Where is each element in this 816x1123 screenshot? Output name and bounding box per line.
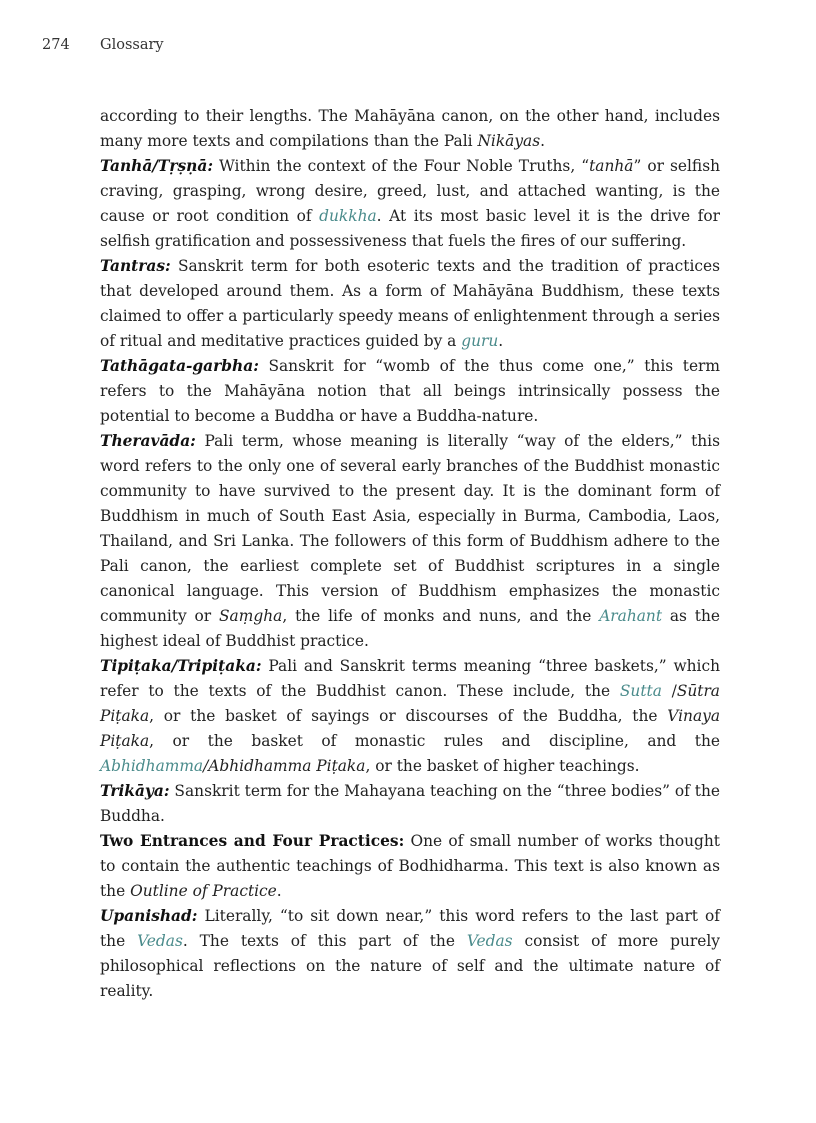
cross-reference-link[interactable]: Abhidhamma [100, 757, 204, 775]
glossary-body [100, 104, 720, 1004]
definition-text: Literally, “to sit down near,” this word refers to the last part of the [100, 907, 720, 950]
glossary-entry [100, 654, 720, 779]
glossary-term: Trikāya: [100, 782, 170, 800]
cross-reference-link[interactable]: dukkha [319, 207, 377, 225]
definition-text: ” or selfish craving, grasping, wrong desire, greed, lust, and attached wanting, is the cause or root condition of [100, 157, 721, 225]
definition-text: / [661, 682, 677, 700]
definition-text: , or the basket of monastic rules and discipline, and the [149, 732, 720, 750]
italic-term: Saṃgha [219, 607, 283, 625]
cross-reference-link[interactable]: Arahant [599, 607, 663, 625]
italic-term: Outline of Practice [130, 882, 277, 900]
running-header [42, 37, 164, 53]
definition-text: Pali and Sanskrit terms meaning “three baskets,” which refer to the texts of the Buddhist canon. These include, the [100, 657, 720, 700]
cross-reference-link[interactable]: Sutta [619, 682, 662, 700]
definition-text: , the life of monks and nuns, and the [282, 607, 600, 625]
definition-text: Sanskrit for “womb of the thus come one,” this term refers to the Mahāyāna notion that all beings intrinsically possess the potential to become a Buddha or have a Buddha-nature. [100, 357, 720, 425]
glossary-entry [100, 904, 720, 1004]
definition-text: One of small number of works thought to contain the authentic teachings of Bodhidharma. This text is also known as the [100, 832, 720, 900]
glossary-entry [100, 829, 720, 904]
definition-text: Sanskrit term for both esoteric texts and the tradition of practices that developed around them. As a form of Mahāyāna Buddhism, these texts claimed to offer a particularly speedy means of enlightenment through a series of ritual and meditative practices guided by a [100, 257, 720, 350]
definition-text: , or the basket of higher teachings. [365, 757, 640, 775]
definition-text: according to their lengths. The Mahāyāna canon, on the other hand, includes many more texts and compilations than the Pali [100, 107, 720, 150]
definition-text: . At its most basic level it is the drive for selfish gratification and possessiveness that fuels the fires of our suffering. [100, 207, 720, 250]
cross-reference-link[interactable]: guru [461, 332, 499, 350]
italic-term: Sūtra Piṭaka [100, 682, 720, 725]
italic-term: Nikāyas [477, 132, 541, 150]
cross-reference-link[interactable]: Vedas [466, 932, 513, 950]
definition-text: . [540, 132, 546, 150]
definition-text: . [498, 332, 504, 350]
glossary-entry [100, 154, 720, 254]
glossary-term: Tathāgata-garbha: [100, 357, 259, 375]
glossary-entry [100, 779, 720, 829]
glossary-term: Upanishad: [100, 907, 198, 925]
definition-text: . [276, 882, 282, 900]
definition-text: consist of more purely philosophical reflections on the nature of self and the ultimate nature of reality. [100, 932, 720, 1000]
glossary-entry [100, 104, 720, 154]
definition-text: Within the context of the Four Noble Truths, “ [213, 157, 590, 175]
glossary-term: Tipiṭaka/Tripiṭaka: [100, 657, 262, 675]
definition-text: Sanskrit term for the Mahayana teaching on the “three bodies” of the Buddha. [100, 782, 720, 825]
glossary-term: Two Entrances and Four Practices: [100, 832, 405, 850]
glossary-term: Tantras: [100, 257, 171, 275]
italic-term: tanhā [589, 157, 634, 175]
italic-term: /Abhidhamma Piṭaka [203, 757, 366, 775]
definition-text: , or the basket of sayings or discourses of the Buddha, the [149, 707, 668, 725]
definition-text: as the highest ideal of Buddhist practice. [100, 607, 720, 650]
glossary-entry [100, 429, 720, 654]
italic-term: Vinaya Piṭaka [100, 707, 720, 750]
glossary-term: Tanhā/Tṛṣṇā: [100, 157, 213, 175]
cross-reference-link[interactable]: Vedas [137, 932, 183, 950]
definition-text: . The texts of this part of the [182, 932, 467, 950]
glossary-entry [100, 254, 720, 354]
definition-text: Pali term, whose meaning is literally “way of the elders,” this word refers to the only one of several early branches of the Buddhist monastic community to have survived to the present day. It is the dominant form of Buddhism in much of South East Asia, especially in Burma, Cambodia, Laos, Thailand, and Sri Lanka. The followers of this form of Buddhism adhere to the Pali canon, the earliest complete set of Buddhist scriptures in a single canonical language. This version of Buddhism emphasizes the monastic community or [100, 432, 720, 625]
glossary-entry [100, 354, 720, 429]
page-number: 274 [42, 37, 70, 53]
glossary-term: Theravāda: [100, 432, 196, 450]
section-title: Glossary [100, 37, 164, 53]
